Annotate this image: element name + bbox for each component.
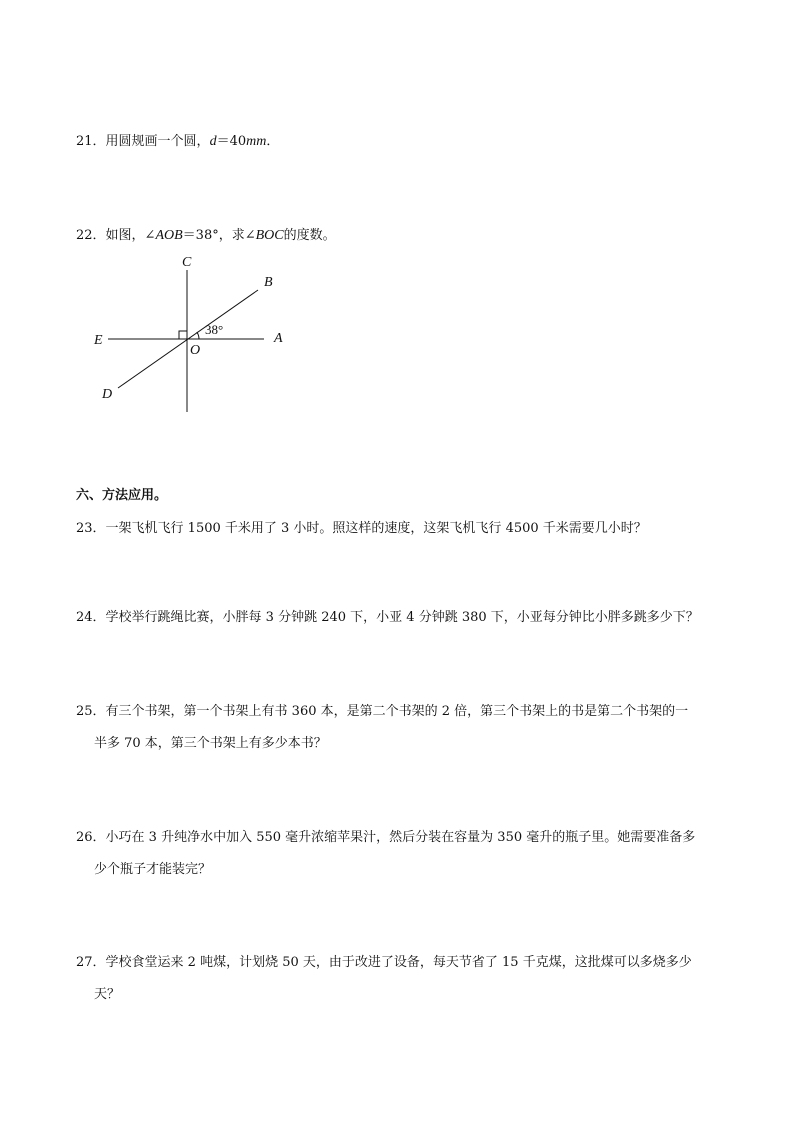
section-heading: 六、方法应用。 [76,488,168,503]
label-c: C [182,255,192,270]
question-number: 27． [76,955,106,970]
question-number: 21． [76,134,106,149]
label-e: E [94,333,103,348]
angle-value: 38° [205,322,224,337]
question-number: 24． [76,610,106,625]
question-number: 22． [76,228,106,243]
angle-arc [197,332,199,339]
question-text-line-1: 学校食堂运来 2 吨煤，计划烧 50 天，由于改进了设备，每天节省了 15 千克煤，这批煤可以多烧多少 [105,955,692,970]
question-23 [76,519,647,539]
question-number: 26． [76,830,106,845]
question-26 [76,828,695,880]
question-text: 如图，∠ [105,228,156,243]
angle-name-boc: BOC [255,228,284,243]
question-text: ． [266,134,280,149]
question-number: 25． [76,704,106,719]
question-21 [76,132,279,152]
question-text-line-1: 小巧在 3 升纯净水中加入 550 毫升浓缩苹果汁，然后分装在容量为 350 毫升的瓶子里。她需要准备多 [105,830,696,845]
label-b: B [264,275,273,290]
question-text-line-2: 天？ [94,987,121,1002]
question-25 [76,702,688,754]
question-text-line-1: 有三个书架，第一个书架上有书 360 本，是第二个书架的 2 倍，第三个书架上的书是第二个书架的一 [105,704,689,719]
right-angle-mark [179,331,187,339]
question-text: ＝38°，求∠ [182,228,256,243]
question-text: 用圆规画一个圆， [105,134,210,149]
question-24 [76,608,699,628]
label-d: D [102,387,113,402]
question-text-line-2: 半多 70 本，第三个书架上有多少本书？ [94,736,327,751]
variable-d: d [209,134,217,149]
label-a: A [274,331,283,346]
question-text: 的度数。 [283,228,336,243]
unit-mm: mm [246,134,267,149]
question-text: ＝40 [216,134,247,149]
label-o: O [190,343,201,358]
question-text: 一架飞机飞行 1500 千米用了 3 小时。照这样的速度，这架飞机飞行 4500 千米需要几小时？ [105,521,647,536]
question-text-line-2: 少个瓶子才能装完？ [94,862,212,877]
question-text: 学校举行跳绳比赛，小胖每 3 分钟跳 240 下，小亚 4 分钟跳 380 下，小亚每分钟比小胖多跳多少下？ [105,610,699,625]
angle-figure [86,248,296,416]
angle-name-aob: AOB [155,228,183,243]
question-number: 23． [76,521,106,536]
question-27 [76,953,692,1005]
question-22 [76,226,336,246]
